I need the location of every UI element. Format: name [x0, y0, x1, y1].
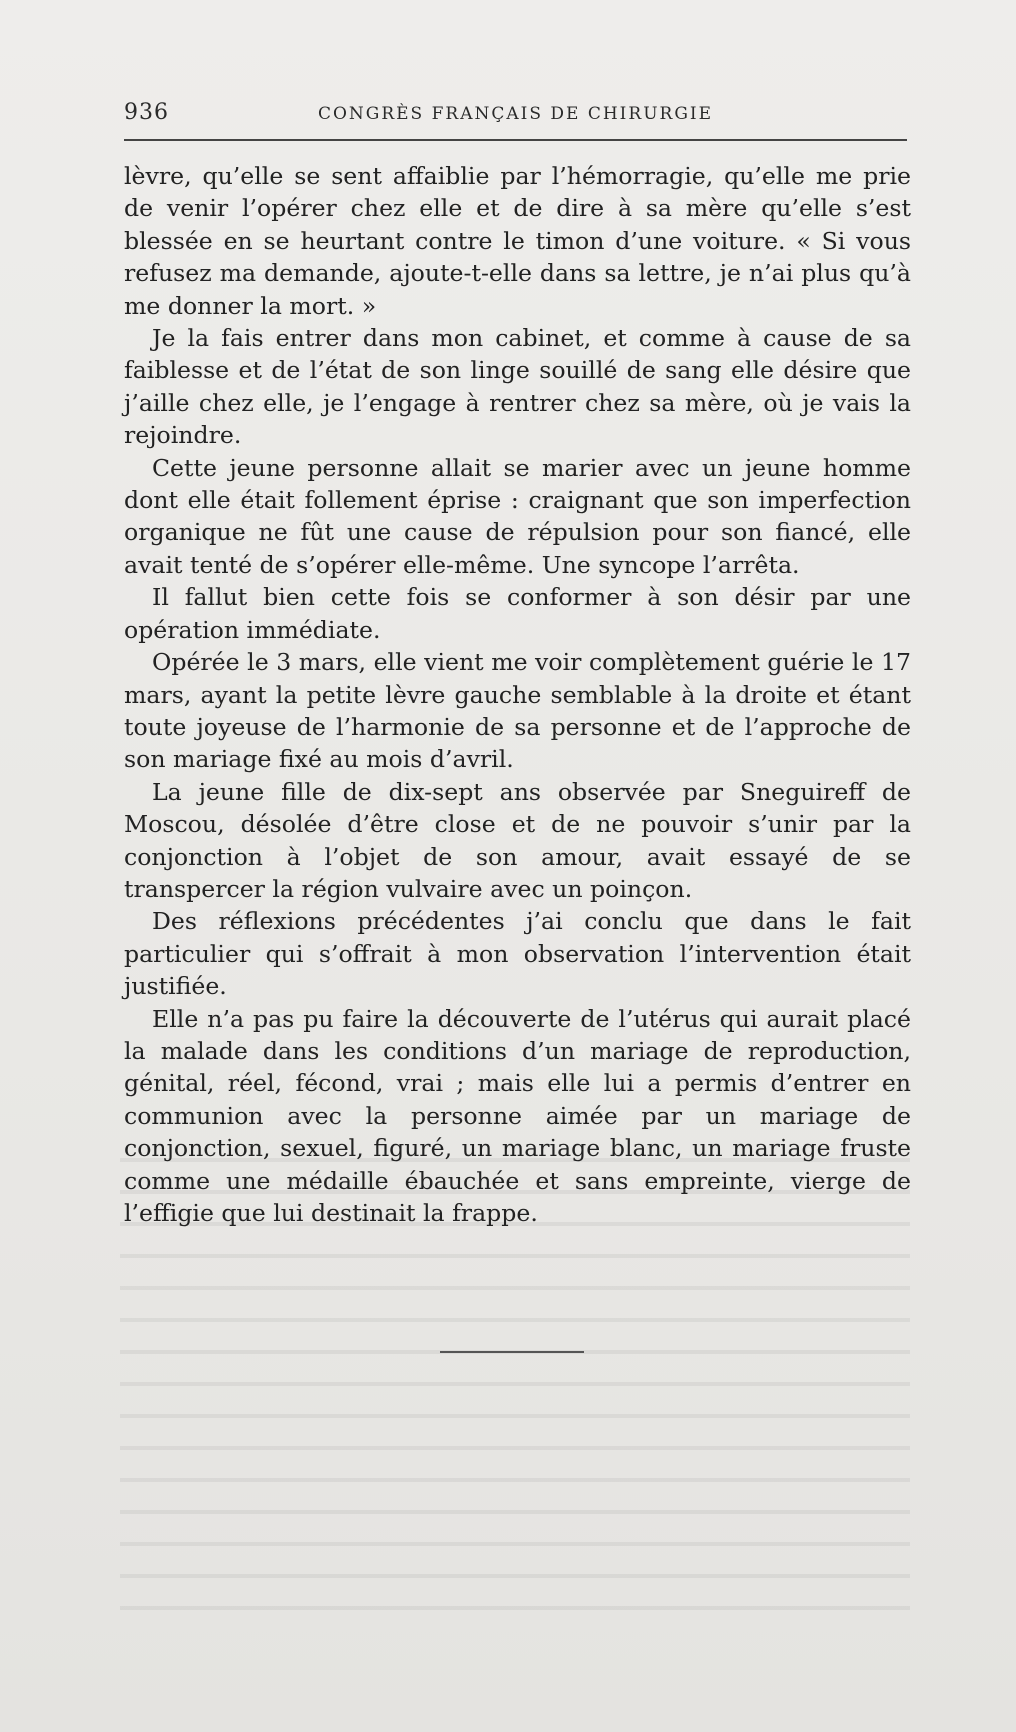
paragraph-3: Cette jeune personne allait se marier avec un jeune homme dont elle était follement éprise : craignant que son imperfection organique ne fût une cause de répulsion pour son fiancé, elle avait tenté de s’opérer elle-même. Une syncope l’arrêta. — [124, 453, 911, 579]
section-end-rule — [440, 1351, 584, 1353]
paragraph-1: lèvre, qu’elle se sent affaiblie par l’hémorragie, qu’elle me prie de venir l’opérer chez elle et de dire à sa mère qu’elle s’est blessée en se heurtant contre le timon d’une voiture. « Si vous refusez ma demande, ajoute-t-elle dans sa lettre, je n’ai plus qu’à me donner la mort. » — [124, 162, 911, 320]
paragraph-7: Des réflexions précédentes j’ai conclu que dans le fait particulier qui s’offrait à mon observation l’intervention était justifiée. — [124, 907, 911, 1001]
paragraph-6: La jeune fille de dix-sept ans observée par Sneguireff de Moscou, désolée d’être close et de ne pouvoir s’unir par la conjonction à l’objet de son amour, avait essayé de se transpercer la région vulvaire avec un poinçon. — [124, 777, 911, 903]
body-text — [124, 160, 911, 1229]
running-title: CONGRÈS FRANÇAIS DE CHIRURGIE — [317, 104, 714, 124]
page-number: 936 — [124, 100, 169, 125]
paragraph-4: Il fallut bien cette fois se conformer à son désir par une opération immédiate. — [124, 583, 911, 644]
paragraph-8: Elle n’a pas pu faire la découverte de l’utérus qui aurait placé la malade dans les conditions d’un mariage de reproduction, génital, réel, fécond, vrai ; mais elle lui a permis d’entrer en communion avec la personne aimée par un mariage de conjonction, sexuel, figuré, un mariage blanc, un mariage fruste comme une médaille ébauchée et sans empreinte, vierge de l’effigie que lui destinait la frappe. — [124, 1004, 911, 1227]
paragraph-2: Je la fais entrer dans mon cabinet, et comme à cause de sa faiblesse et de l’état de son linge souillé de sang elle désire que j’aille chez elle, je l’engage à rentrer chez sa mère, où je vais la rejoindre. — [124, 324, 911, 450]
header-rule — [124, 139, 907, 141]
page-header — [124, 100, 907, 130]
paragraph-5: Opérée le 3 mars, elle vient me voir complètement guérie le 17 mars, ayant la petite lèvre gauche semblable à la droite et étant toute joyeuse de l’harmonie de sa personne et de l’approche de son mariage fixé au mois d’avril. — [124, 648, 911, 774]
